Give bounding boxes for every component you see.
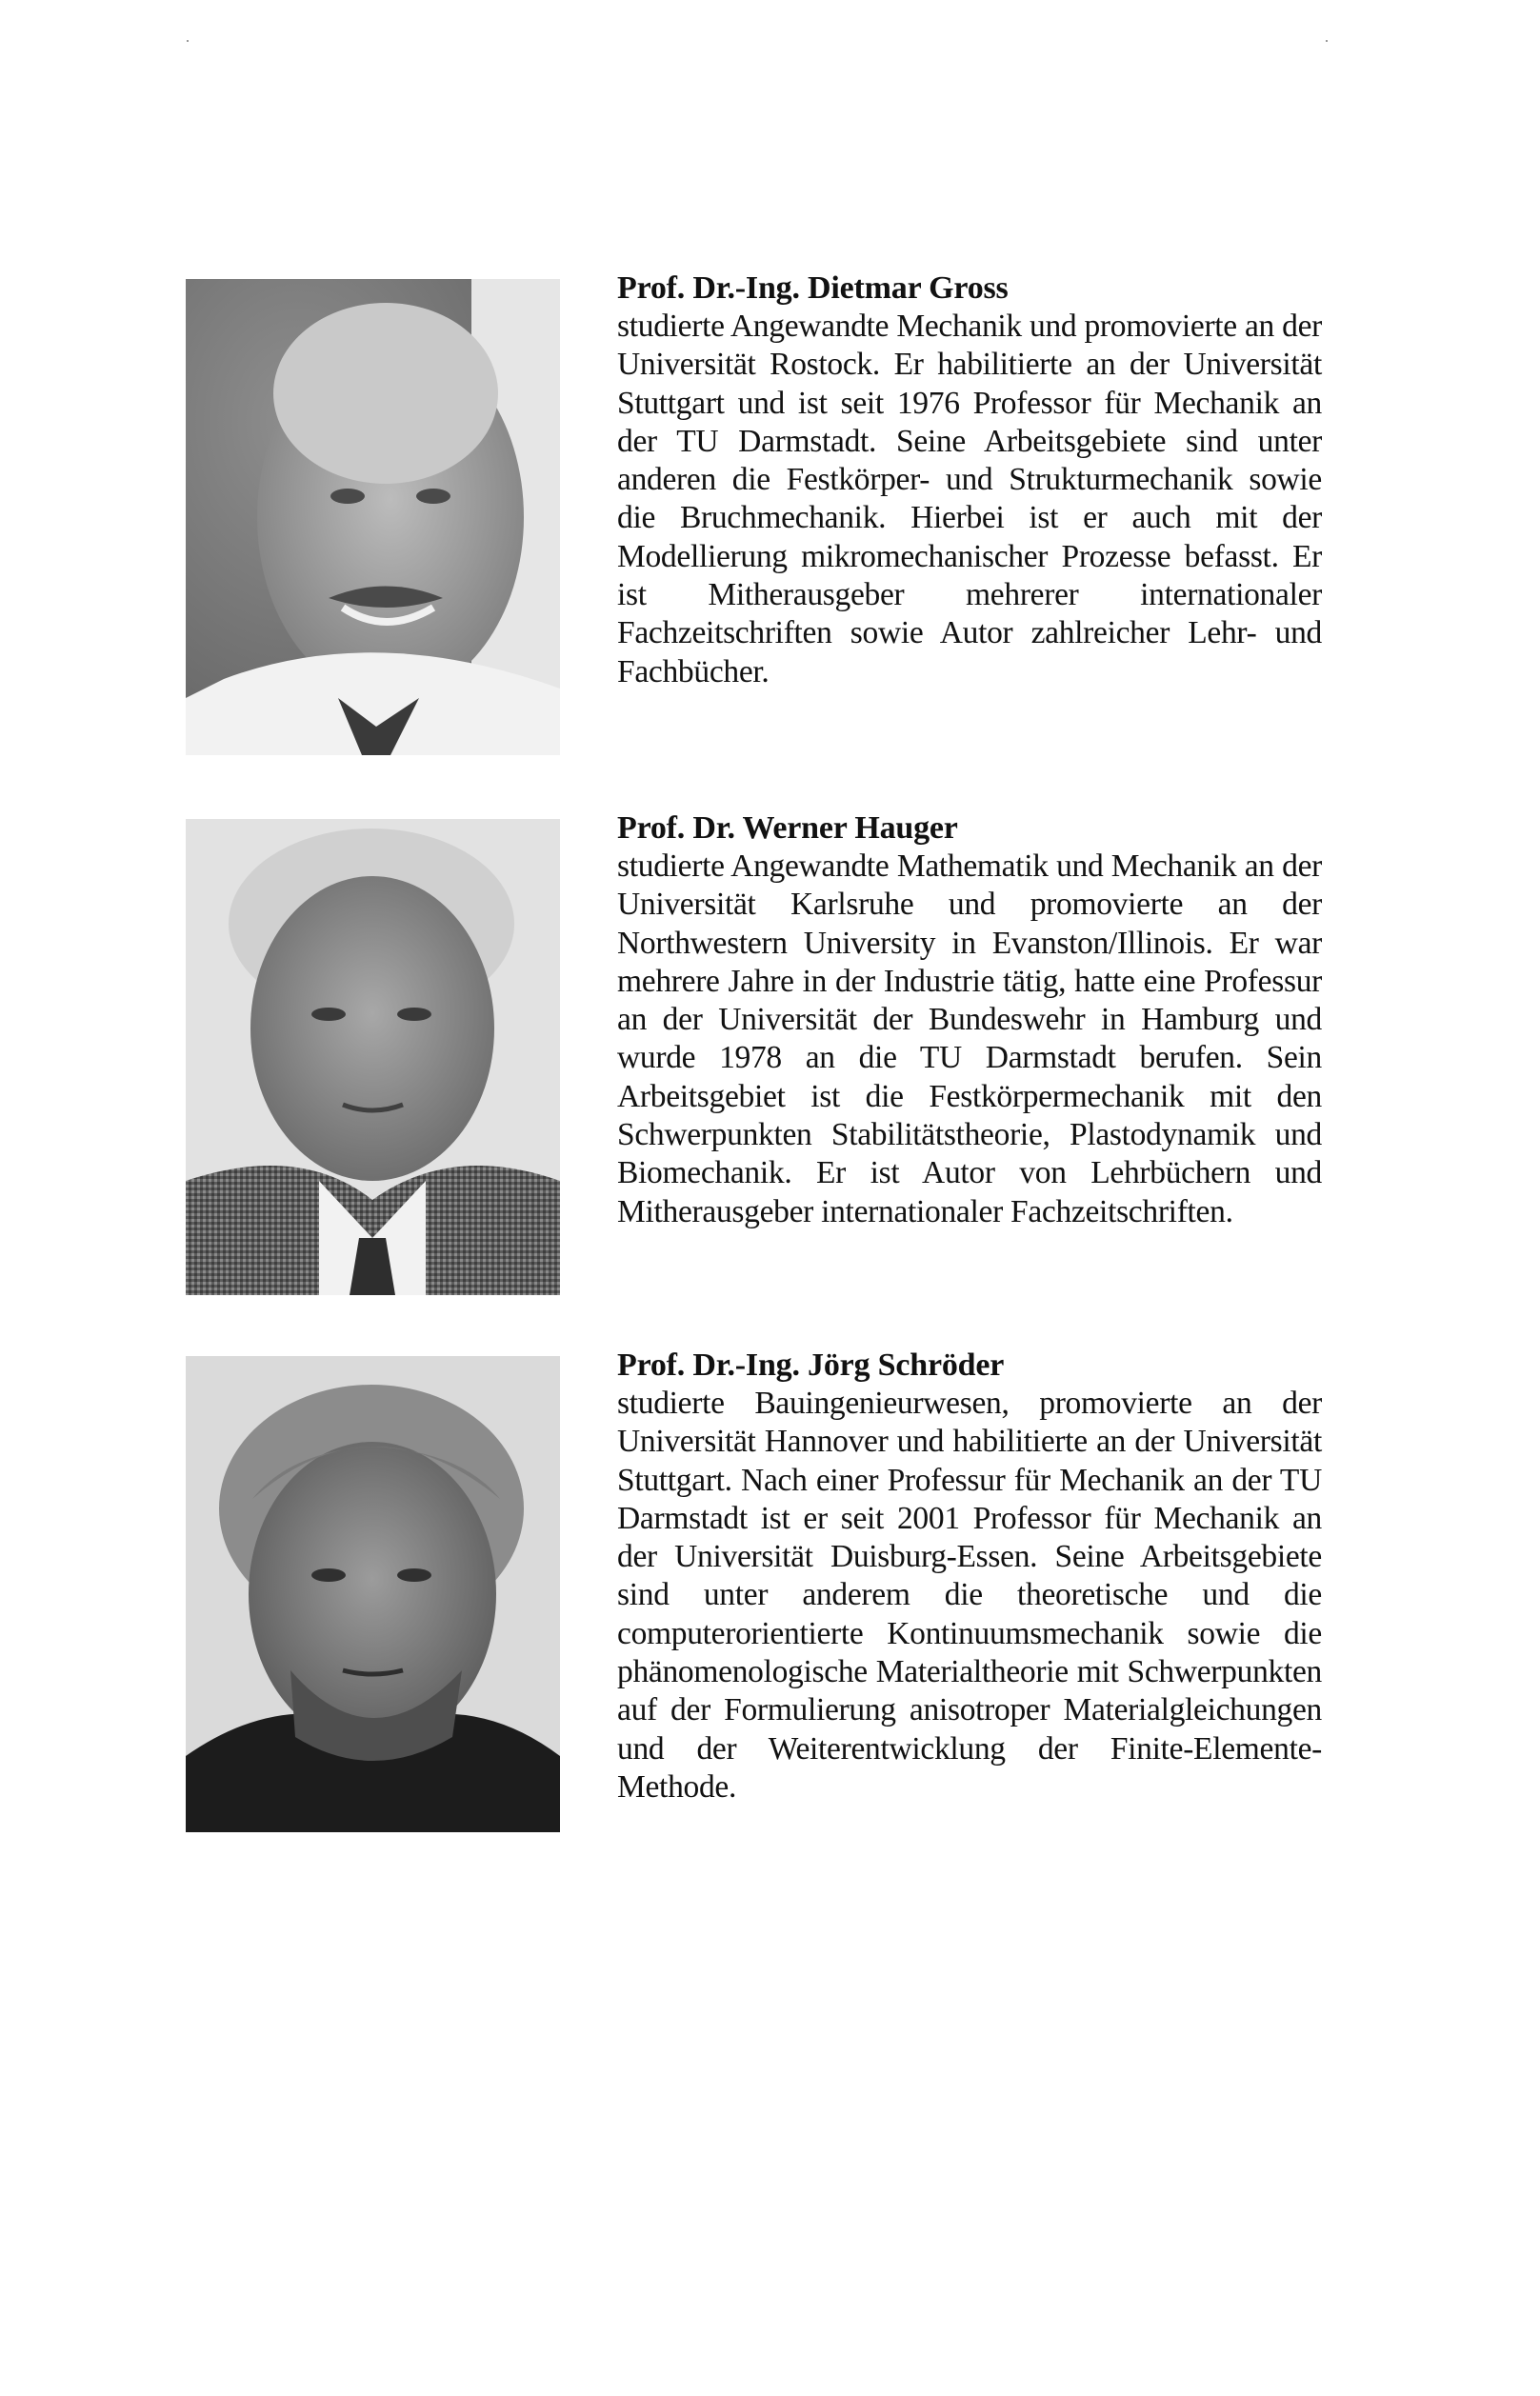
scan-mark-right: [1326, 40, 1328, 42]
author-entry-hauger: [186, 810, 1322, 1295]
author-bio-block: [617, 1347, 1322, 1807]
portrait-photo-schroeder: [186, 1356, 560, 1832]
portrait-photo-hauger: [186, 819, 560, 1295]
author-name: Prof. Dr. Werner Hauger: [617, 810, 958, 846]
portrait-photo-gross: [186, 279, 560, 755]
author-bio-text: studierte Bauingenieurwesen, promovierte an der Universität Hannover und habilitierte an der Universität Stuttgart. Nach einer Professur für Mechanik an der TU Darmstadt ist er seit 2001 Professor für Mechanik an der Universität Duisburg-Essen. Seine Arbeitsgebiete sind unter anderem die theoretische und die computerorientierte Kontinuumsmechanik sowie die phänomenologische Materialtheorie mit Schwerpunkten auf der Formulierung anisotroper Materialgleichungen und der Weiterentwicklung der Finite-Elemente-Methode.: [617, 1386, 1322, 1805]
author-entry-schroeder: [186, 1348, 1322, 1832]
author-bio-text: studierte Angewandte Mechanik und promovierte an der Universität Rostock. Er habilitierte an der Universität Stuttgart und ist seit 1976 Professor für Mechanik an der TU Darmstadt. Seine Arbeitsgebiete sind unter anderen die Festkörper- und Strukturmechanik sowie die Bruchmechanik. Hierbei ist er auch mit der Modellierung mikromechanischer Prozesse befasst. Er ist Mitherausgeber mehrerer internationaler Fachzeitschriften sowie Autor zahlreicher Lehr- und Fachbücher.: [617, 309, 1322, 689]
author-entry-gross: [186, 270, 1322, 755]
scan-mark-left: [187, 40, 189, 42]
author-name: Prof. Dr.-Ing. Jörg Schröder: [617, 1348, 1005, 1383]
author-bio-block: [617, 809, 1322, 1231]
author-name: Prof. Dr.-Ing. Dietmar Gross: [617, 270, 1009, 306]
author-bio-block: [617, 270, 1322, 691]
author-bio-text: studierte Angewandte Mathematik und Mechanik an der Universität Karlsruhe und promovierte an der Northwestern University in Evanston/Illinois. Er war mehrere Jahre in der Industrie tätig, hatte eine Professur an der Universität der Bundeswehr in Hamburg und wurde 1978 an die TU Darmstadt berufen. Sein Arbeitsgebiet ist die Festkörpermechanik mit den Schwerpunkten Stabilitätstheorie, Plastodynamik und Biomechanik. Er ist Autor von Lehrbüchern und Mitherausgeber internationaler Fachzeitschriften.: [617, 849, 1322, 1229]
